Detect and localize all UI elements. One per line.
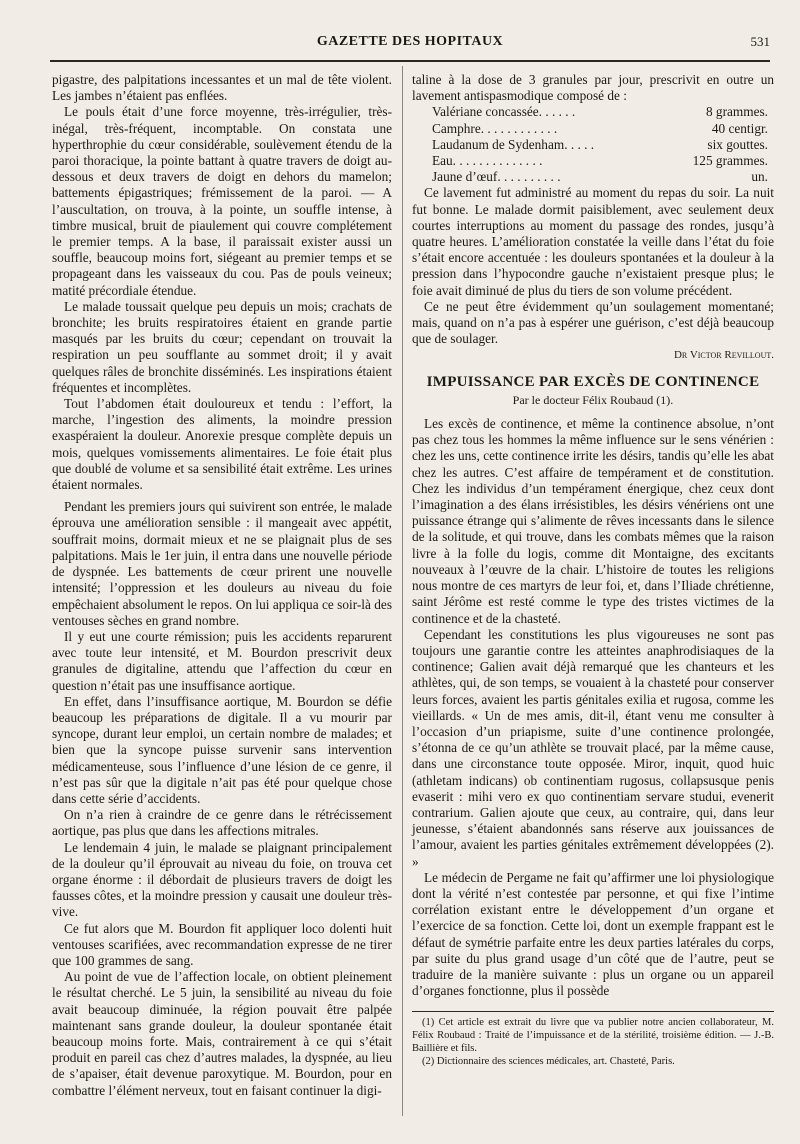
paragraph: Cependant les constitutions les plus vigoureuses ne sont pas toujours une garantie contre les atteintes anaphrodisiaques de la continence; Galien avait déjà remarqué que les chanteurs et les athlètes, qui, de son temps, se vouaient à la chasteté pour conserver leurs forces, avaient les partis génitales exilia et rugosa, comme les vieillards. « Un de mes amis, dit-il, étant venu me consulter à l’occasion d’un priapisme, suite d’une continence prolongée, s’étonna de ce qu’un athlète se trouvait placé, par la même cause, dans une circonstance toute opposée. Miror, inquit, quod huic (athletam indicans) ob continentiam rugosus, collapsusque penis evaserit : mihi vero ex quo continentiam servare studui, evenerit contrarium. Galien ajoute que ceux, au contraire, qui, dans leur jeunesse, s’étaient abandonnés sans réserve aux jouissances de l’amour, avaient les parties génitales extrêmement développées (2). » (412, 626, 774, 869)
recipe-line: Jaune d’œuf. . . . . . . . . . un. (432, 169, 768, 185)
footnote: (1) Cet article est extrait du livre que va publier notre ancien collaborateur, M. Félix Roubaud : Traité de l’impuissance et de la stérilité, troisième édition. — J.-B. Baillière et fils. (412, 1017, 774, 1055)
paragraph: Le malade toussait quelque peu depuis un mois; crachats de bronchite; les bruits respiratoires étaient en grande partie masqués par les bruits du cœur; cependant on trouvait la respiration un peu soufflante au sommet droit; il y avait quelques râles de bronchite disséminés. Les inspirations étaient fréquentes et incomplètes. (52, 298, 392, 395)
recipe-line: Laudanum de Sydenham. . . . . six gouttes. (432, 136, 768, 152)
page-header (50, 30, 770, 62)
paragraph: Il y eut une courte rémission; puis les accidents reparurent avec toute leur intensité, et M. Bourdon prescrivit deux granules de digitaline, attendu que l’affection du cœur en question n’était pas une insuffisance aortique. (52, 628, 392, 693)
footnote-rule (412, 1011, 774, 1012)
recipe-line: Valériane concassée. . . . . . 8 grammes. (432, 104, 768, 120)
right-column (412, 72, 774, 1068)
paragraph: Au point de vue de l’affection locale, on obtient pleinement le résultat cherché. Le 5 juin, la sensibilité au niveau du foie avait beaucoup diminuée, la région pouvait être palpée maintenant sans grande douleur, la douleur spontanée était beaucoup moins forte. Mais, contrairement à ce qui s’était produit en pareil cas chez d’autres malades, la dyspnée, au lieu de s’apaiser, était devenue paroxytique. M. Bourdon, pour en combattre l’élément nerveux, tout en faisant continuer la digi- (52, 969, 392, 1098)
paragraph: Le lendemain 4 juin, le malade se plaignant principalement de la douleur qu’il éprouvait au niveau du foie, on trouva cet organe énorme : il débordait de plusieurs travers de doigt les fausses côtes, et la moindre pression y causait une douleur très-vive. (52, 839, 392, 920)
paragraph: En effet, dans l’insuffisance aortique, M. Bourdon se défie beaucoup les préparations de digitale. Il a vu mourir par syncope, durant leur emploi, un certain nombre de malades; et bien que la syncope puisse survenir sans intervention médicamenteuse, sous l’influence d’une lésion de ce genre, il n’est pas sûr que la digitale n’ait pas été pour quelque chose dans cette série d’accidents. (52, 693, 392, 806)
paragraph: Ce lavement fut administré au moment du repas du soir. La nuit fut bonne. Le malade dormit paisiblement, avec seulement deux courtes interruptions au moment du passage des rondes, jusqu’à quatre heures. L’amélioration constatée la veille dans l’état du foie s’était encore accentuée : les douleurs spontanées et la douleur à la pression dans l’hypocondre gauche n’existaient presque plus; le foie avait diminué de plus du tiers de son volume précédent. (412, 185, 774, 298)
recipe-line: Eau. . . . . . . . . . . . . . 125 grammes. (432, 153, 768, 169)
paragraph: Le médecin de Pergame ne fait qu’affirmer une loi physiologique dont la vérité n’est contestée par personne, et qui fixe l’intime corrélation existant entre le développement d’un organe et l’exercice de sa fonction. Cette loi, dont un exemple frappant est le défaut de symétrie parfaite entre les deux parties latérales du corps, par suite du plus grand usage d’un côté que de l’autre, peut se traduire de la manière suivante : plus un organe ou un appareil d’organes fonctionne, plus il possède (412, 869, 774, 999)
paragraph: pigastre, des palpitations incessantes et un mal de tête violent. Les jambes n’étaient pas enflées. (52, 72, 392, 104)
article-title: IMPUISSANCE PAR EXCÈS DE CONTINENCE (426, 373, 760, 390)
paragraph: Le pouls était d’une force moyenne, très-irrégulier, très-inégal, très-fréquent, incomptable. On constata une hyperthrophie du cœur considérable, soulèvement étendu de la paroi thoracique, la pointe battant à quatre travers de doigt au-dessous et deux travers de doigt en dehors du mamelon; battements épigastriques; frémissement de la paroi. — A l’auscultation, on trouva, à la pointe, un souffle intense, à timbre musical, bruit de piaulement qui couvre complétement le premier temps. A la base, il paraissait exister aussi un souffle, beaucoup moins fort, siégeant au premier temps et se propageant dans les vaisseaux du cou. Pas de pouls veineux; matité précordiale étendue. (52, 104, 392, 298)
journal-title: GAZETTE DES HOPITAUX (316, 34, 504, 49)
paragraph: Ce ne peut être évidemment qu’un soulagement momentané; mais, quand on n’a pas à espérer une guérison, c’est déjà beaucoup que de soulager. (412, 298, 774, 347)
left-column (52, 72, 392, 1099)
paragraph: Les excès de continence, et même la continence absolue, n’ont pas chez tous les hommes la même influence sur le sens vénérien : chez les uns, cette continence irrite les désirs, tandis qu’elle les abat chez les autres. C’est affaire de tempérament et de constitution. Chez les individus d’un tempérament énergique, chez ceux dont l’imagination a des élans irrésistibles, les désirs vénériens ont une puissance étrange qui s’alimente de rêves incessants dans le silence de la solitude, et qui trouve, dans les combats mêmes que la raison livre à la folle du logis, comme dit Montaigne, des excitants nouveaux à l’œuvre de la chair. L’histoire de toutes les religions nous montre de ces martyrs de leur foi, et, dans l’Iliade chrétienne, saint Jérôme est resté comme le type des tristes victimes de la continence et de la chasteté. (412, 416, 774, 626)
page-number: 531 (750, 34, 770, 49)
recipe-line: Camphre. . . . . . . . . . . . 40 centigr. (432, 120, 768, 136)
footnote: (2) Dictionnaire des sciences médicales, art. Chasteté, Paris. (422, 1056, 675, 1068)
paragraph: Pendant les premiers jours qui suivirent son entrée, le malade éprouva une amélioration sensible : il mangeait avec appétit, souffrait moins, dormait mieux et ne se plaignait plus de ses palpitations. Mais le 1er juin, il entra dans une nouvelle période de dyspnée. Les battements de cœur prirent une nouvelle intensité; l’oppression et les douleurs au niveau du foie empêchaient absolument le repos. On lui appliqua ce soir-là des ventouses sèches en grand nombre. (52, 499, 392, 628)
column-divider (402, 66, 403, 1116)
paragraph: On n’a rien à craindre de ce genre dans le rétrécissement aortique, pas plus que dans les affections mitrales. (52, 807, 392, 839)
author-signature: Dr Victor Revillout. (673, 349, 774, 362)
paragraph: taline à la dose de 3 granules par jour, prescrivit en outre un lavement antispasmodique composé de : (412, 72, 774, 104)
paragraph: Ce fut alors que M. Bourdon fit appliquer loco dolenti huit ventouses scarifiées, avec recommandation expresse de ne tirer que 100 grammes de sang. (52, 920, 392, 968)
paragraph: Tout l’abdomen était douloureux et tendu : l’effort, la marche, l’ingestion des aliments, la moindre pression exaspéraient la douleur. Anorexie presque complète depuis un mois, quelques vomissements alimentaires. Le foie était plus que doublé de volume et sa sensibilité était extrême. Les urines étaient normales. (52, 396, 392, 493)
article-byline: Par le docteur Félix Roubaud (1). (512, 392, 674, 407)
